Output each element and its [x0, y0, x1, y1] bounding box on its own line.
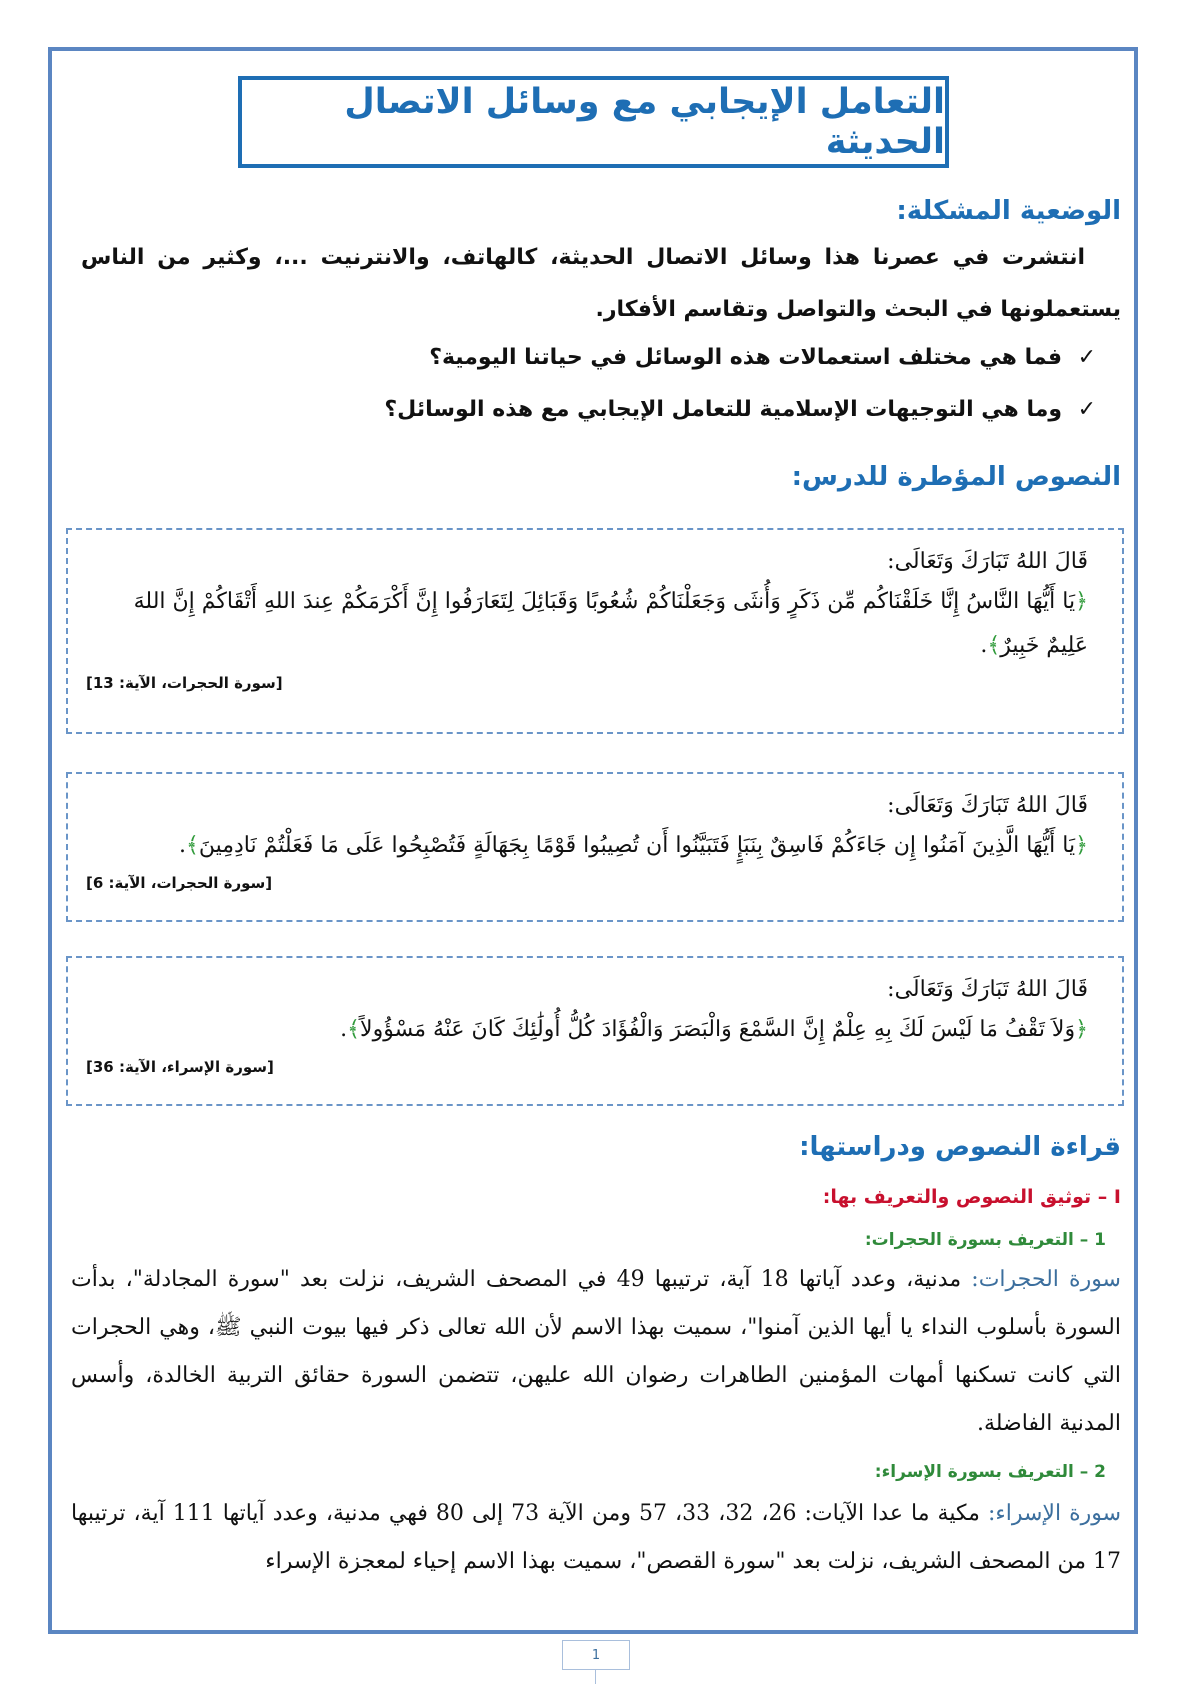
- verse-text: يَا أَيُّهَا النَّاسُ إِنَّا خَلَقْنَاكُم مِّن ذَكَرٍ وَأُنثَى وَجَعَلْنَاكُمْ شُعُوبًا وَقَبَائِلَ لِتَعَارَفُوا إِنَّ أَكْرَمَكُمْ عِندَ اللهِ أَتْقَاكُمْ إِنَّ اللهَ عَلِيمٌ خَبِيرٌ: [133, 589, 1088, 658]
- quote-box: [66, 772, 1124, 922]
- quote-box: [66, 956, 1124, 1106]
- bracket-open: ﴿: [1075, 833, 1088, 858]
- quote-verse: [86, 1008, 1088, 1052]
- section-heading: I – توثيق النصوص والتعريف بها:: [822, 1186, 1121, 1208]
- problem-text-content: انتشرت في عصرنا هذا وسائل الاتصال الحديثة، كالهاتف، والانترنيت ...، وكثير من الناس يستعملونها في البحث والتواصل وتقاسم الأفكار.: [81, 245, 1121, 322]
- list-item: [136, 332, 1096, 384]
- hujurat-paragraph: [71, 1256, 1121, 1448]
- bracket-close: ﴾: [185, 833, 199, 858]
- quote-intro: قَالَ اللهُ تَبَارَكَ وَتَعَالَى:: [887, 977, 1088, 1002]
- bracket-close: ﴾: [987, 633, 1001, 658]
- subsection-heading: 1 – التعريف بسورة الحجرات:: [864, 1230, 1106, 1250]
- quote-verse: [86, 580, 1088, 668]
- paragraph-text: مدنية، وعدد آياتها 18 آية، ترتيبها 49 في المصحف الشريف، نزلت بعد "سورة المجادلة"، بدأت السورة بأسلوب النداء يا أيها الذين آمنوا"، سميت بهذا الاسم لأن الله تعالى ذكر فيها بيوت النبي ﷺ، وهي الحجرات التي كانت تسكنها أمهات المؤمنين الطاهرات رضوان الله عليهن، تتضمن السورة حقائق التربية الخالدة، وأسس المدنية الفاضلة.: [71, 1267, 1121, 1436]
- paragraph-lead: سورة الحجرات:: [971, 1267, 1121, 1292]
- reading-heading: قراءة النصوص ودراستها:: [799, 1132, 1121, 1162]
- isra-paragraph: [71, 1490, 1121, 1586]
- subsection-heading: 2 – التعريف بسورة الإسراء:: [874, 1462, 1106, 1482]
- quote-reference: [سورة الحجرات، الآية: 13]: [86, 674, 283, 692]
- check-icon: ✓: [1077, 397, 1096, 422]
- verse-text: يَا أَيُّهَا الَّذِينَ آمَنُوا إِن جَاءَكُمْ فَاسِقٌ بِنَبَإٍ فَتَبَيَّنُوا أَن تُصِيبُوا قَوْمًا بِجَهَالَةٍ فَتُصْبِحُوا عَلَى مَا فَعَلْتُمْ نَادِمِينَ: [198, 833, 1076, 858]
- verse-end: .: [980, 633, 988, 658]
- problem-text: [81, 232, 1121, 336]
- verse-end: .: [178, 833, 186, 858]
- quote-intro: قَالَ اللهُ تَبَارَكَ وَتَعَالَى:: [887, 793, 1088, 818]
- list-item: [136, 384, 1096, 436]
- quote-box: [66, 528, 1124, 734]
- page-title: التعامل الإيجابي مع وسائل الاتصال الحديثة: [344, 82, 945, 162]
- bracket-open: ﴿: [1075, 589, 1088, 614]
- verse-end: .: [340, 1017, 348, 1042]
- bracket-close: ﴾: [347, 1017, 361, 1042]
- quote-reference: [سورة الإسراء، الآية: 36]: [86, 1058, 274, 1076]
- paragraph-lead: سورة الإسراء:: [987, 1501, 1122, 1526]
- problem-heading: الوضعية المشكلة:: [896, 196, 1121, 226]
- verse-text: وَلاَ تَقْفُ مَا لَيْسَ لَكَ بِهِ عِلْمٌ إِنَّ السَّمْعَ وَالْبَصَرَ وَالْفُؤَادَ كُلُّ أُولَٰئِكَ كَانَ عَنْهُ مَسْؤُولاً: [360, 1017, 1076, 1042]
- page-number-divider: [595, 1670, 596, 1684]
- question-list: [136, 332, 1096, 436]
- quote-verse: [86, 824, 1088, 868]
- quote-reference: [سورة الحجرات، الآية: 6]: [86, 874, 273, 892]
- check-icon: ✓: [1077, 345, 1096, 370]
- bracket-open: ﴿: [1075, 1017, 1088, 1042]
- texts-heading: النصوص المؤطرة للدرس:: [791, 462, 1121, 492]
- title-box: [238, 76, 949, 168]
- paragraph-text: مكية ما عدا الآيات: 26، 32، 33، 57 ومن الآية 73 إلى 80 فهي مدنية، وعدد آياتها 111 آية، ترتيبها 17 من المصحف الشريف، نزلت بعد "سورة القصص"، سميت بهذا الاسم إحياء لمعجزة الإسراء: [71, 1501, 1121, 1574]
- page-number: 1: [562, 1640, 630, 1670]
- quote-intro: قَالَ اللهُ تَبَارَكَ وَتَعَالَى:: [887, 549, 1088, 574]
- question-text: فما هي مختلف استعمالات هذه الوسائل في حياتنا اليومية؟: [429, 345, 1062, 370]
- question-text: وما هي التوجيهات الإسلامية للتعامل الإيجابي مع هذه الوسائل؟: [384, 397, 1062, 422]
